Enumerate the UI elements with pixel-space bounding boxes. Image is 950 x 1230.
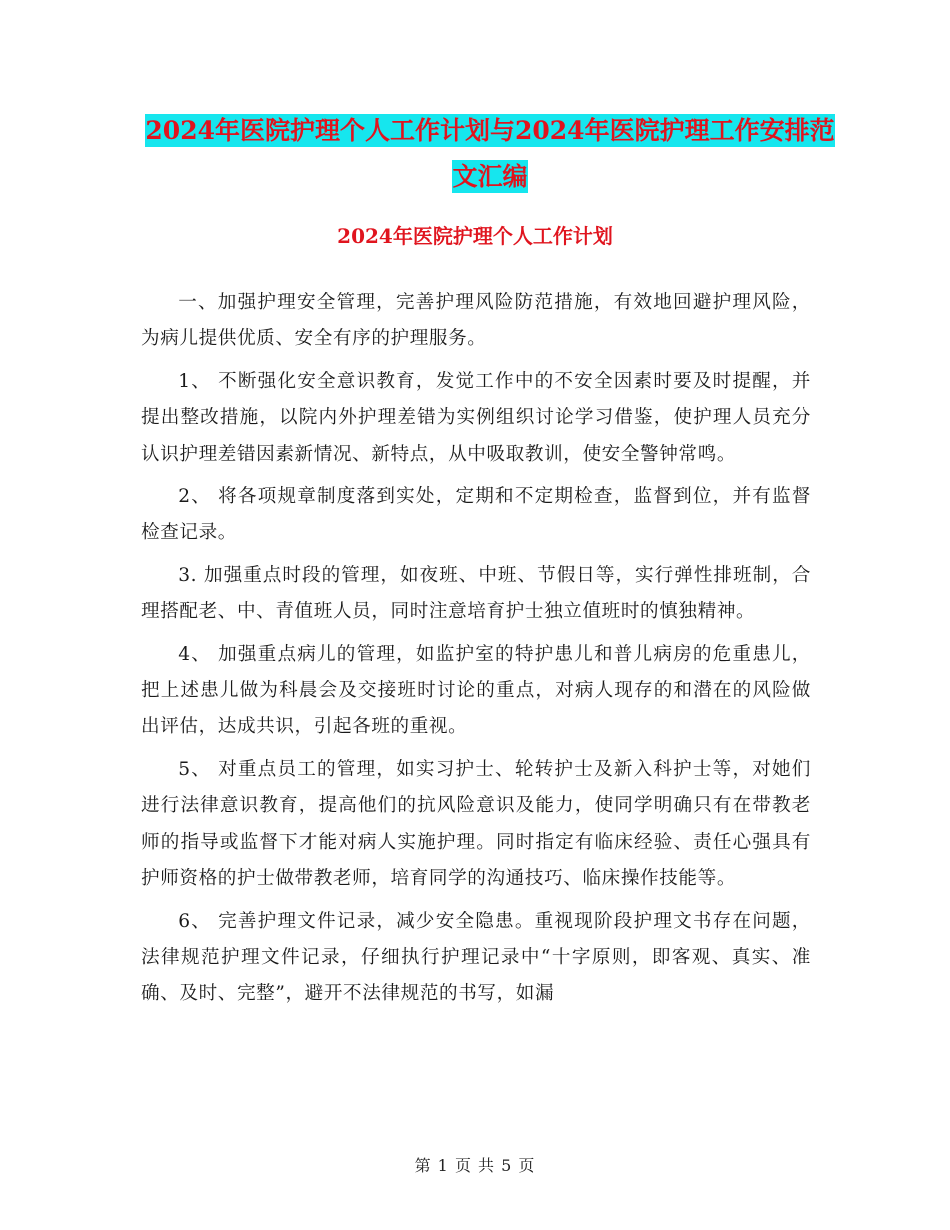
paragraph: 6、 完善护理文件记录，减少安全隐患。重视现阶段护理文书存在问题，法律规范护理文件记录，仔细执行护理记录中“十字原则，即客观、真实、准确、及时、完整”，避开不法律规范的书写，如漏 bbox=[141, 910, 811, 1005]
paragraph: 2、 将各项规章制度落到实处，定期和不定期检查，监督到位，并有监督检查记录。 bbox=[141, 486, 811, 544]
document-body bbox=[141, 285, 811, 1019]
document-title bbox=[140, 108, 840, 200]
page-number: 第 1 页 共 5 页 bbox=[414, 1156, 536, 1175]
paragraph: 5、 对重点员工的管理，如实习护士、轮转护士及新入科护士等，对她们进行法律意识教育，提高他们的抗风险意识及能力，使同学明确只有在带教老师的指导或监督下才能对病人实施护理。同时指定有临床经验、责任心强具有护师资格的护士做带教老师，培育同学的沟通技巧、临床操作技能等。 bbox=[141, 758, 811, 890]
document-title-text: 2024年医院护理个人工作计划与2024年医院护理工作安排范文汇编 bbox=[145, 116, 835, 191]
section-title: 2024年医院护理个人工作计划 bbox=[337, 224, 613, 248]
paragraph: 3. 加强重点时段的管理，如夜班、中班、节假日等，实行弹性排班制，合理搭配老、中、青值班人员，同时注意培育护士独立值班时的慎独精神。 bbox=[141, 564, 811, 623]
paragraph: 1、 不断强化安全意识教育，发觉工作中的不安全因素时要及时提醒，并提出整改措施，以院内外护理差错为实例组织讨论学习借鉴，使护理人员充分认识护理差错因素新情况、新特点，从中吸取教训，使安全警钟常鸣。 bbox=[141, 370, 811, 465]
page-footer bbox=[0, 1153, 950, 1176]
paragraph: 4、 加强重点病儿的管理，如监护室的特护患儿和普儿病房的危重患儿，把上述患儿做为科晨会及交接班时讨论的重点，对病人现存的和潜在的风险做出评估，达成共识，引起各班的重视。 bbox=[141, 643, 811, 738]
paragraph: 一、加强护理安全管理，完善护理风险防范措施，有效地回避护理风险，为病儿提供优质、安全有序的护理服务。 bbox=[141, 292, 811, 350]
